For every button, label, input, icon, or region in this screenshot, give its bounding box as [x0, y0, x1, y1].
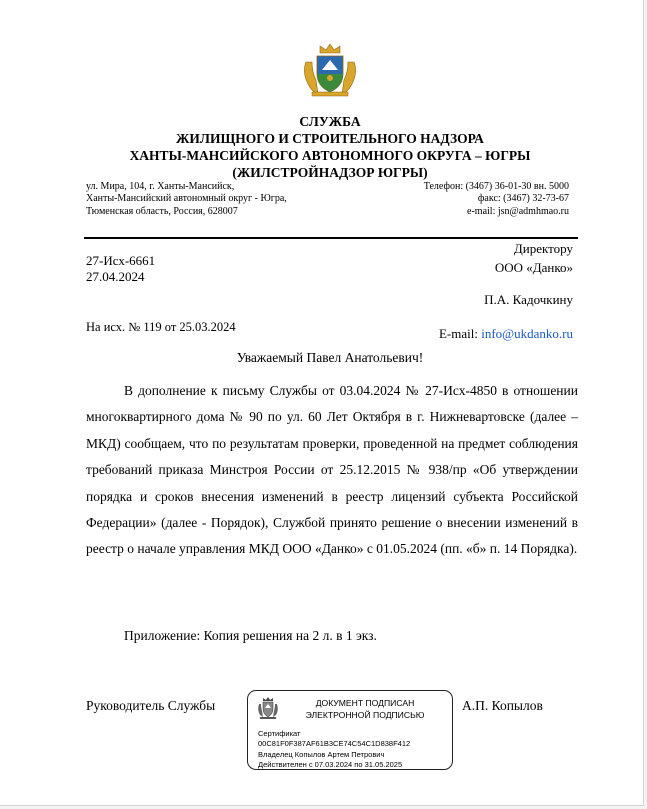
registration-block — [86, 253, 155, 285]
email-link[interactable]: info@ukdanko.ru — [481, 326, 573, 341]
letter-body — [86, 378, 578, 563]
addressee-email — [439, 326, 573, 342]
agency-name-line-2: ЖИЛИЩНОГО И СТРОИТЕЛЬНОГО НАДЗОРА — [176, 131, 484, 146]
addressee-position: Директору — [513, 241, 573, 256]
email-line: e-mail: jsn@admhmao.ru — [467, 205, 569, 217]
registration-number: 27-Исх-6661 — [86, 253, 156, 268]
agency-address — [86, 181, 287, 218]
certificate-number: 00C81F0F387AF61B3CE74C54C1D838F412 — [258, 739, 411, 748]
addressee-name: П.А. Кадочкину — [484, 292, 573, 307]
coat-of-arms-icon — [300, 40, 360, 98]
attachment-line: Приложение: Копия решения на 2 л. в 1 экз. — [124, 628, 377, 643]
stamp-heading — [282, 698, 448, 721]
agency-name-line-1: СЛУЖБА — [299, 114, 361, 129]
body-paragraph: В дополнение к письму Службы от 03.04.2024 № 27-Исх-4850 в отношении многоквартирного дома № 90 по ул. 60 Лет Октября в г. Нижневартовске (далее – МКД) сообщаем, что по результатам проверки, проведенной на предмет соблюдения требований приказа Минстроя России от 25.12.2015 № 938/пр «Об утверждении порядка и сроков внесения изменений в реестр лицензий субъекта Российской Федерации» (далее - Порядок), Службой принято решение о внесении изменений в реестр о начале управления МКД ООО «Данко» с 01.05.2024 (пп. «б» п. 14 Порядка). — [86, 383, 578, 557]
address-line: ул. Мира, 104, г. Ханты-Мансийск, — [86, 181, 235, 192]
stamp-heading-line: ДОКУМЕНТ ПОДПИСАН — [315, 698, 415, 708]
signatory-title: Руководитель Службы — [86, 698, 216, 713]
stamp-heading-line: ЭЛЕКТРОННОЙ ПОДПИСЬЮ — [305, 709, 425, 720]
stamp-crest-icon — [257, 696, 279, 720]
electronic-signature-stamp — [247, 690, 453, 770]
phone-line: Телефон: (3467) 36-01-30 вн. 5000 — [423, 181, 569, 192]
fax-line: факс: (3467) 32-73-67 — [477, 193, 569, 205]
signatory-name: А.П. Копылов — [462, 698, 543, 713]
registration-date: 27.04.2024 — [86, 269, 145, 284]
certificate-validity: Действителен с 07.03.2024 по 31.05.2025 — [258, 760, 403, 769]
reference-line: На исх. № 119 от 25.03.2024 — [86, 320, 236, 334]
email-label: E-mail: — [438, 326, 478, 341]
agency-contacts — [424, 181, 569, 218]
greeting: Уважаемый Павел Анатольевич! — [236, 350, 424, 365]
agency-name-line-3: ХАНТЫ-МАНСИЙСКОГО АВТОНОМНОГО ОКРУГА – ЮГРЫ — [129, 148, 531, 163]
addressee-organization: ООО «Данко» — [494, 259, 573, 275]
address-line: Ханты-Мансийский автономный округ - Югра, — [86, 193, 287, 205]
addressee-block — [495, 240, 573, 277]
agency-name-line-4: (ЖИЛСТРОЙНАДЗОР ЮГРЫ) — [232, 165, 428, 180]
header-divider — [84, 237, 578, 239]
certificate-owner: Владелец Копылов Артем Петрович — [258, 750, 385, 759]
address-line: Тюменская область, Россия, 628007 — [86, 205, 238, 217]
certificate-label: Сертификат — [258, 729, 301, 738]
